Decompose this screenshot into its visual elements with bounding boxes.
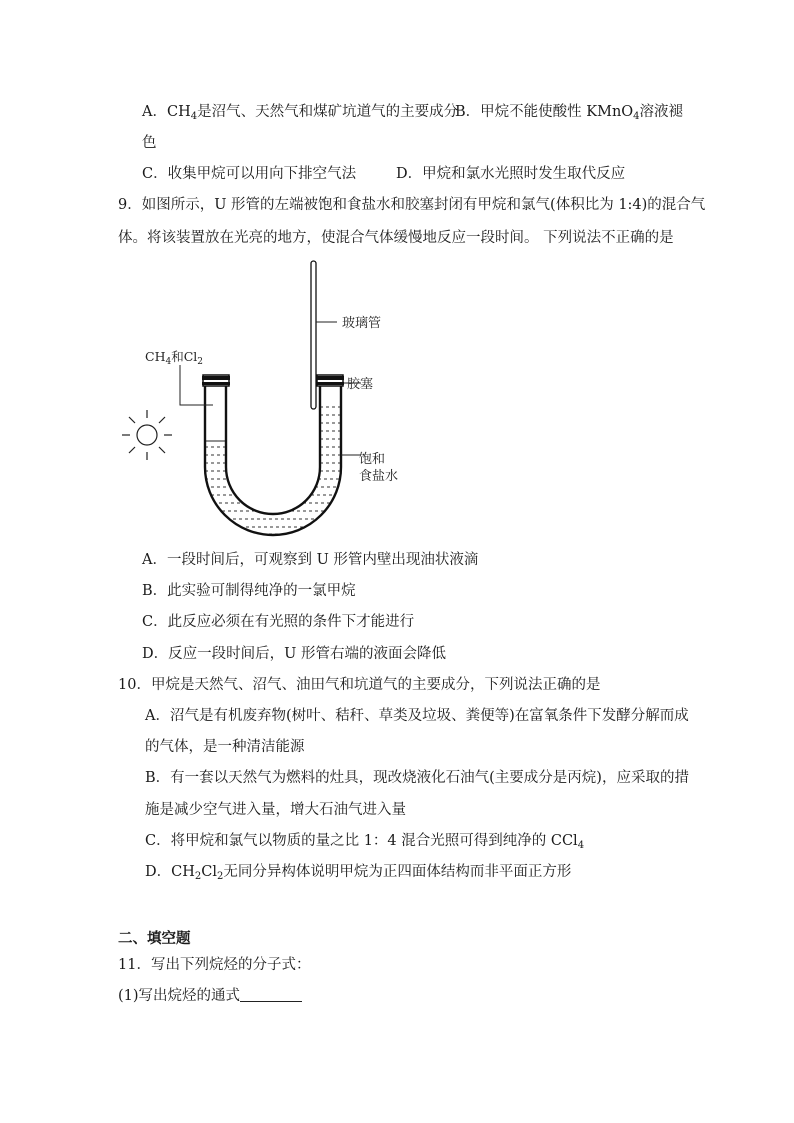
q10-option-c: C．将甲烷和氯气以物质的量之比 1：4 混合光照可得到纯净的 CCl$_4$ — [145, 833, 585, 851]
q8-option-b: B．甲烷不能使酸性 KMnO$_4$溶液褪 — [455, 104, 684, 122]
q10-option-b-line1: B．有一套以天然气为燃料的灶具，现改烧液化石油气(主要成分是丙烷)，应采取的措 — [145, 770, 689, 786]
q10-option-d: D．$CH_2Cl_2$无同分异构体说明甲烷为正四面体结构而非平面正方形 — [145, 864, 572, 882]
q10-option-b-line2: 施是减少空气进入量，增大石油气进入量 — [145, 802, 406, 818]
q8-option-a: A．$CH_4$是沼气、天然气和煤矿坑道气的主要成分 — [142, 104, 459, 122]
left-rubber-stopper — [202, 375, 230, 386]
sun-icon — [122, 410, 172, 460]
q9-stem-line2: 体。将该装置放在光亮的地方，使混合气体缓慢地反应一段时间。 下列说法不正确的是 — [118, 230, 674, 246]
q11-stem: 11．写出下列烷烃的分子式： — [118, 957, 311, 973]
q8-option-c: C．收集甲烷可以用向下排空气法 — [142, 166, 357, 182]
q9-option-b: B．此实验可制得纯净的一氯甲烷 — [142, 583, 356, 599]
label-stopper: 胶塞 — [347, 377, 374, 392]
u-tube-figure — [115, 255, 415, 540]
brine-liquid — [203, 405, 343, 540]
q9-option-a: A．一段时间后，可观察到 U 形管内壁出现油状液滴 — [142, 552, 479, 568]
answer-blank[interactable] — [240, 987, 302, 1002]
right-rubber-stopper — [316, 375, 344, 386]
label-gas: $CH_4$和$Cl_2$ — [145, 349, 203, 367]
q8-option-d: D．甲烷和氯水光照时发生取代反应 — [396, 166, 626, 182]
q10-option-a-line2: 的气体，是一种清洁能源 — [145, 739, 305, 755]
q8-option-b-continued: 色 — [142, 135, 157, 151]
section-heading-fill-in: 二、填空题 — [118, 930, 191, 947]
q11-part1: (1)写出烷烃的通式 — [118, 986, 302, 1006]
label-brine-2: 食盐水 — [359, 469, 399, 484]
q9-option-c: C．此反应必须在有光照的条件下才能进行 — [142, 614, 415, 630]
q9-option-d: D．反应一段时间后，U 形管右端的液面会降低 — [142, 646, 446, 662]
q9-stem-line1: 9．如图所示，U 形管的左端被饱和食盐水和胶塞封闭有甲烷和氯气(体积比为 1:4)的混合气 — [118, 197, 706, 213]
q10-stem: 10．甲烷是天然气、沼气、油田气和坑道气的主要成分，下列说法正确的是 — [118, 677, 601, 693]
glass-tube — [311, 261, 316, 409]
q10-option-a-line1: A．沼气是有机废弃物(树叶、秸秆、草类及垃圾、粪便等)在富氧条件下发酵分解而成 — [145, 708, 689, 724]
label-brine-1: 饱和 — [359, 452, 386, 467]
u-tube-inner-wall — [226, 381, 320, 514]
label-glass-tube: 玻璃管 — [342, 316, 382, 331]
